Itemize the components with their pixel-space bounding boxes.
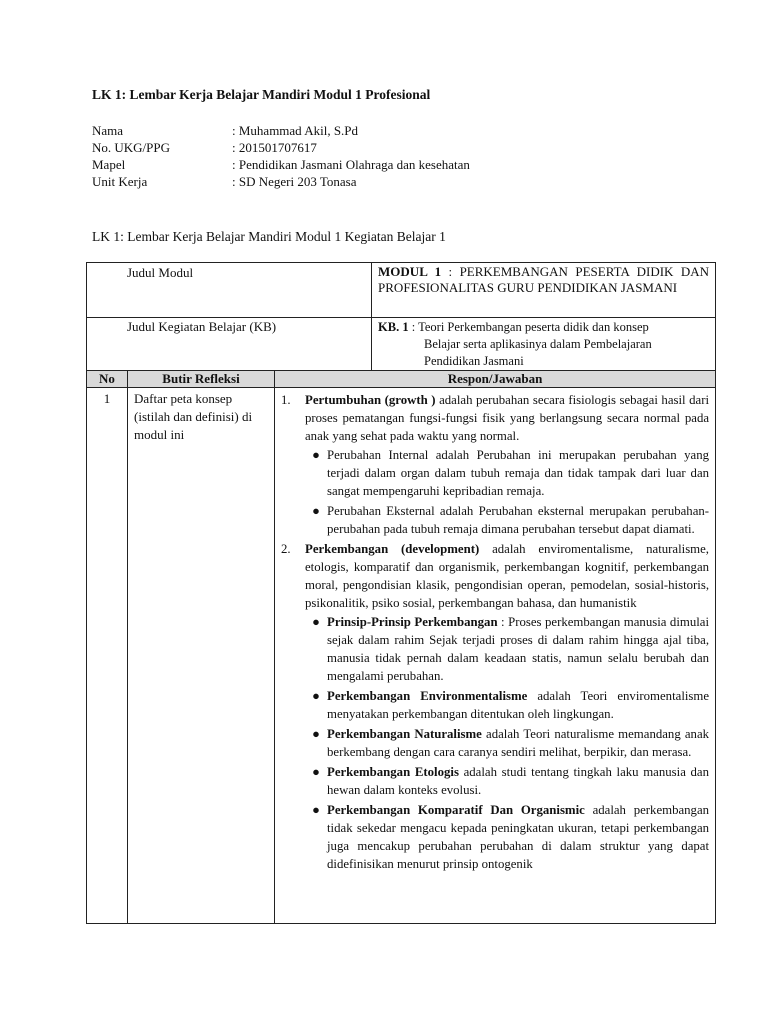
header-butir-refleksi: Butir Refleksi: [128, 371, 275, 388]
kb-title-line1: : Teori Perkembangan peserta didik dan konsep: [408, 320, 649, 334]
modul-title: : PERKEMBANGAN PESERTA DIDIK DAN PROFESIONALITAS GURU PENDIDIKAN JASMANI: [378, 264, 710, 295]
bullet-term: Perkembangan Komparatif Dan Organismic: [327, 803, 585, 817]
bullet-term: Perkembangan Etologis: [327, 765, 459, 779]
identity-block: [92, 122, 470, 190]
definition-perkembangan: adalah enviromentalisme, naturalisme, etologis, komparatif dan organismik, perkembangan kognitif, perkembangan moral, pengondisian klasik, pengondisian operan, pemodelan, sosial-historis, psikonalitik, psiko sosial, perkembangan bahasa, dan humanistik: [305, 542, 710, 610]
bullet-icon: ●: [312, 727, 320, 741]
bullet-icon: ●: [312, 765, 320, 779]
list-item: [305, 446, 709, 500]
list-item: [305, 502, 709, 538]
info-row-mapel: [92, 156, 470, 173]
term-perkembangan: Perkembangan (development): [305, 542, 480, 556]
info-label: Mapel: [92, 157, 126, 172]
info-row-nama: [92, 122, 470, 139]
info-value: : Pendidikan Jasmani Olahraga dan kesehatan: [232, 157, 470, 172]
kb-label: Judul Kegiatan Belajar (KB): [127, 319, 277, 334]
bullet-term: Prinsip-Prinsip Perkembangan: [327, 615, 498, 629]
header-respon-jawaban: Respon/Jawaban: [275, 371, 716, 388]
list-item: [305, 613, 709, 685]
table-row: [87, 388, 716, 924]
bullet-icon: ●: [312, 689, 320, 703]
table-header-row: [87, 371, 716, 388]
list-item-perkembangan: [281, 540, 709, 612]
term-pertumbuhan: Pertumbuhan (growth ): [305, 393, 436, 407]
kb-row: [87, 318, 716, 371]
info-label: No. UKG/PPG: [92, 140, 171, 155]
kb-value-cell: [372, 318, 716, 371]
modul-row: [87, 263, 716, 318]
bullet-text: adalah Teori naturalisme memandang anak berkembang dengan cara caranya sendiri melihat, berpikir, dan merasa.: [327, 727, 710, 759]
bullet-icon: ●: [312, 504, 320, 518]
bullet-text: adalah studi tentang tingkah laku manusia dan hewan dalam konteks evolusi.: [327, 765, 710, 797]
definition-pertumbuhan: adalah perubahan secara fisiologis sebagai hasil dari proses pematangan fungsi-fungsi fisik yang berlangsung secara normal pada anak yang sehat pada waktu yang normal.: [305, 393, 710, 443]
modul-number: MODUL 1: [378, 264, 442, 279]
modul-label-cell: [87, 263, 372, 318]
document-title: LK 1: Lembar Kerja Belajar Mandiri Modul 1 Profesional: [92, 87, 431, 102]
list-number: 1.: [281, 393, 291, 407]
kb-title-line3: Pendidikan Jasmani: [424, 354, 524, 368]
bullet-text: Perubahan Internal adalah Perubahan ini merupakan perubahan yang terjadi dalam organ dalam tubuh remaja dan tidak tampak dari luar dan sangat mempengaruhi kepribadian remaja.: [327, 448, 710, 498]
worksheet-table: [86, 262, 716, 924]
info-row-unit-kerja: [92, 173, 470, 190]
info-value: : Muhammad Akil, S.Pd: [232, 123, 359, 138]
info-label: Unit Kerja: [92, 174, 148, 189]
list-item: [305, 763, 709, 799]
bullet-text: adalah perkembangan tidak sekedar mengacu kepada peningkatan ukuran, tetapi perkembangan juga mencakup perubahan perubahan di dalam struktur yang dapat didefinisikan menurut prinsip ontogenik: [327, 803, 710, 871]
bullet-icon: ●: [312, 448, 320, 462]
list-item: [305, 725, 709, 761]
info-value: : 201501707617: [232, 140, 317, 155]
row-number: 1: [87, 388, 128, 924]
bullet-text: Perubahan Eksternal adalah Perubahan eksternal merupakan perubahan-perubahan pada tubuh remaja dimana perubahan tersebut dapat diamati.: [327, 504, 710, 536]
respon-cell: [275, 388, 716, 924]
bullet-icon: ●: [312, 803, 320, 817]
butir-refleksi-cell: Daftar peta konsep (istilah dan definisi) di modul ini: [128, 388, 275, 924]
modul-value-cell: [372, 263, 716, 318]
bullet-term: Perkembangan Naturalisme: [327, 727, 482, 741]
kb-title-line2: Belajar serta aplikasinya dalam Pembelajaran: [424, 337, 652, 351]
bullet-icon: ●: [312, 615, 320, 629]
info-row-ukg: [92, 139, 470, 156]
list-item: [305, 801, 709, 873]
info-label: Nama: [92, 123, 124, 138]
header-no: No: [87, 371, 128, 388]
kb-label-cell: [87, 318, 372, 371]
bullet-text: : Proses perkembangan manusia dimulai sejak dalam rahim Sejak terjadi proses di dalam rahim hingga ajal tiba, manusia tidak pernah dalam keadaan statis, namun selalu berubah dan mengalami perubahan.: [327, 615, 710, 683]
bullet-term: Perkembangan Environmentalisme: [327, 689, 528, 703]
kb-number: KB. 1: [378, 320, 409, 334]
section-subtitle: LK 1: Lembar Kerja Belajar Mandiri Modul 1 Kegiatan Belajar 1: [92, 229, 446, 244]
bullet-text: adalah Teori enviromentalisme menyatakan perkembangan ditentukan oleh lingkungan.: [327, 689, 710, 721]
modul-label: Judul Modul: [127, 265, 194, 280]
list-item: [305, 687, 709, 723]
list-number: 2.: [281, 542, 291, 556]
info-value: : SD Negeri 203 Tonasa: [232, 174, 357, 189]
list-item-pertumbuhan: [281, 391, 709, 445]
